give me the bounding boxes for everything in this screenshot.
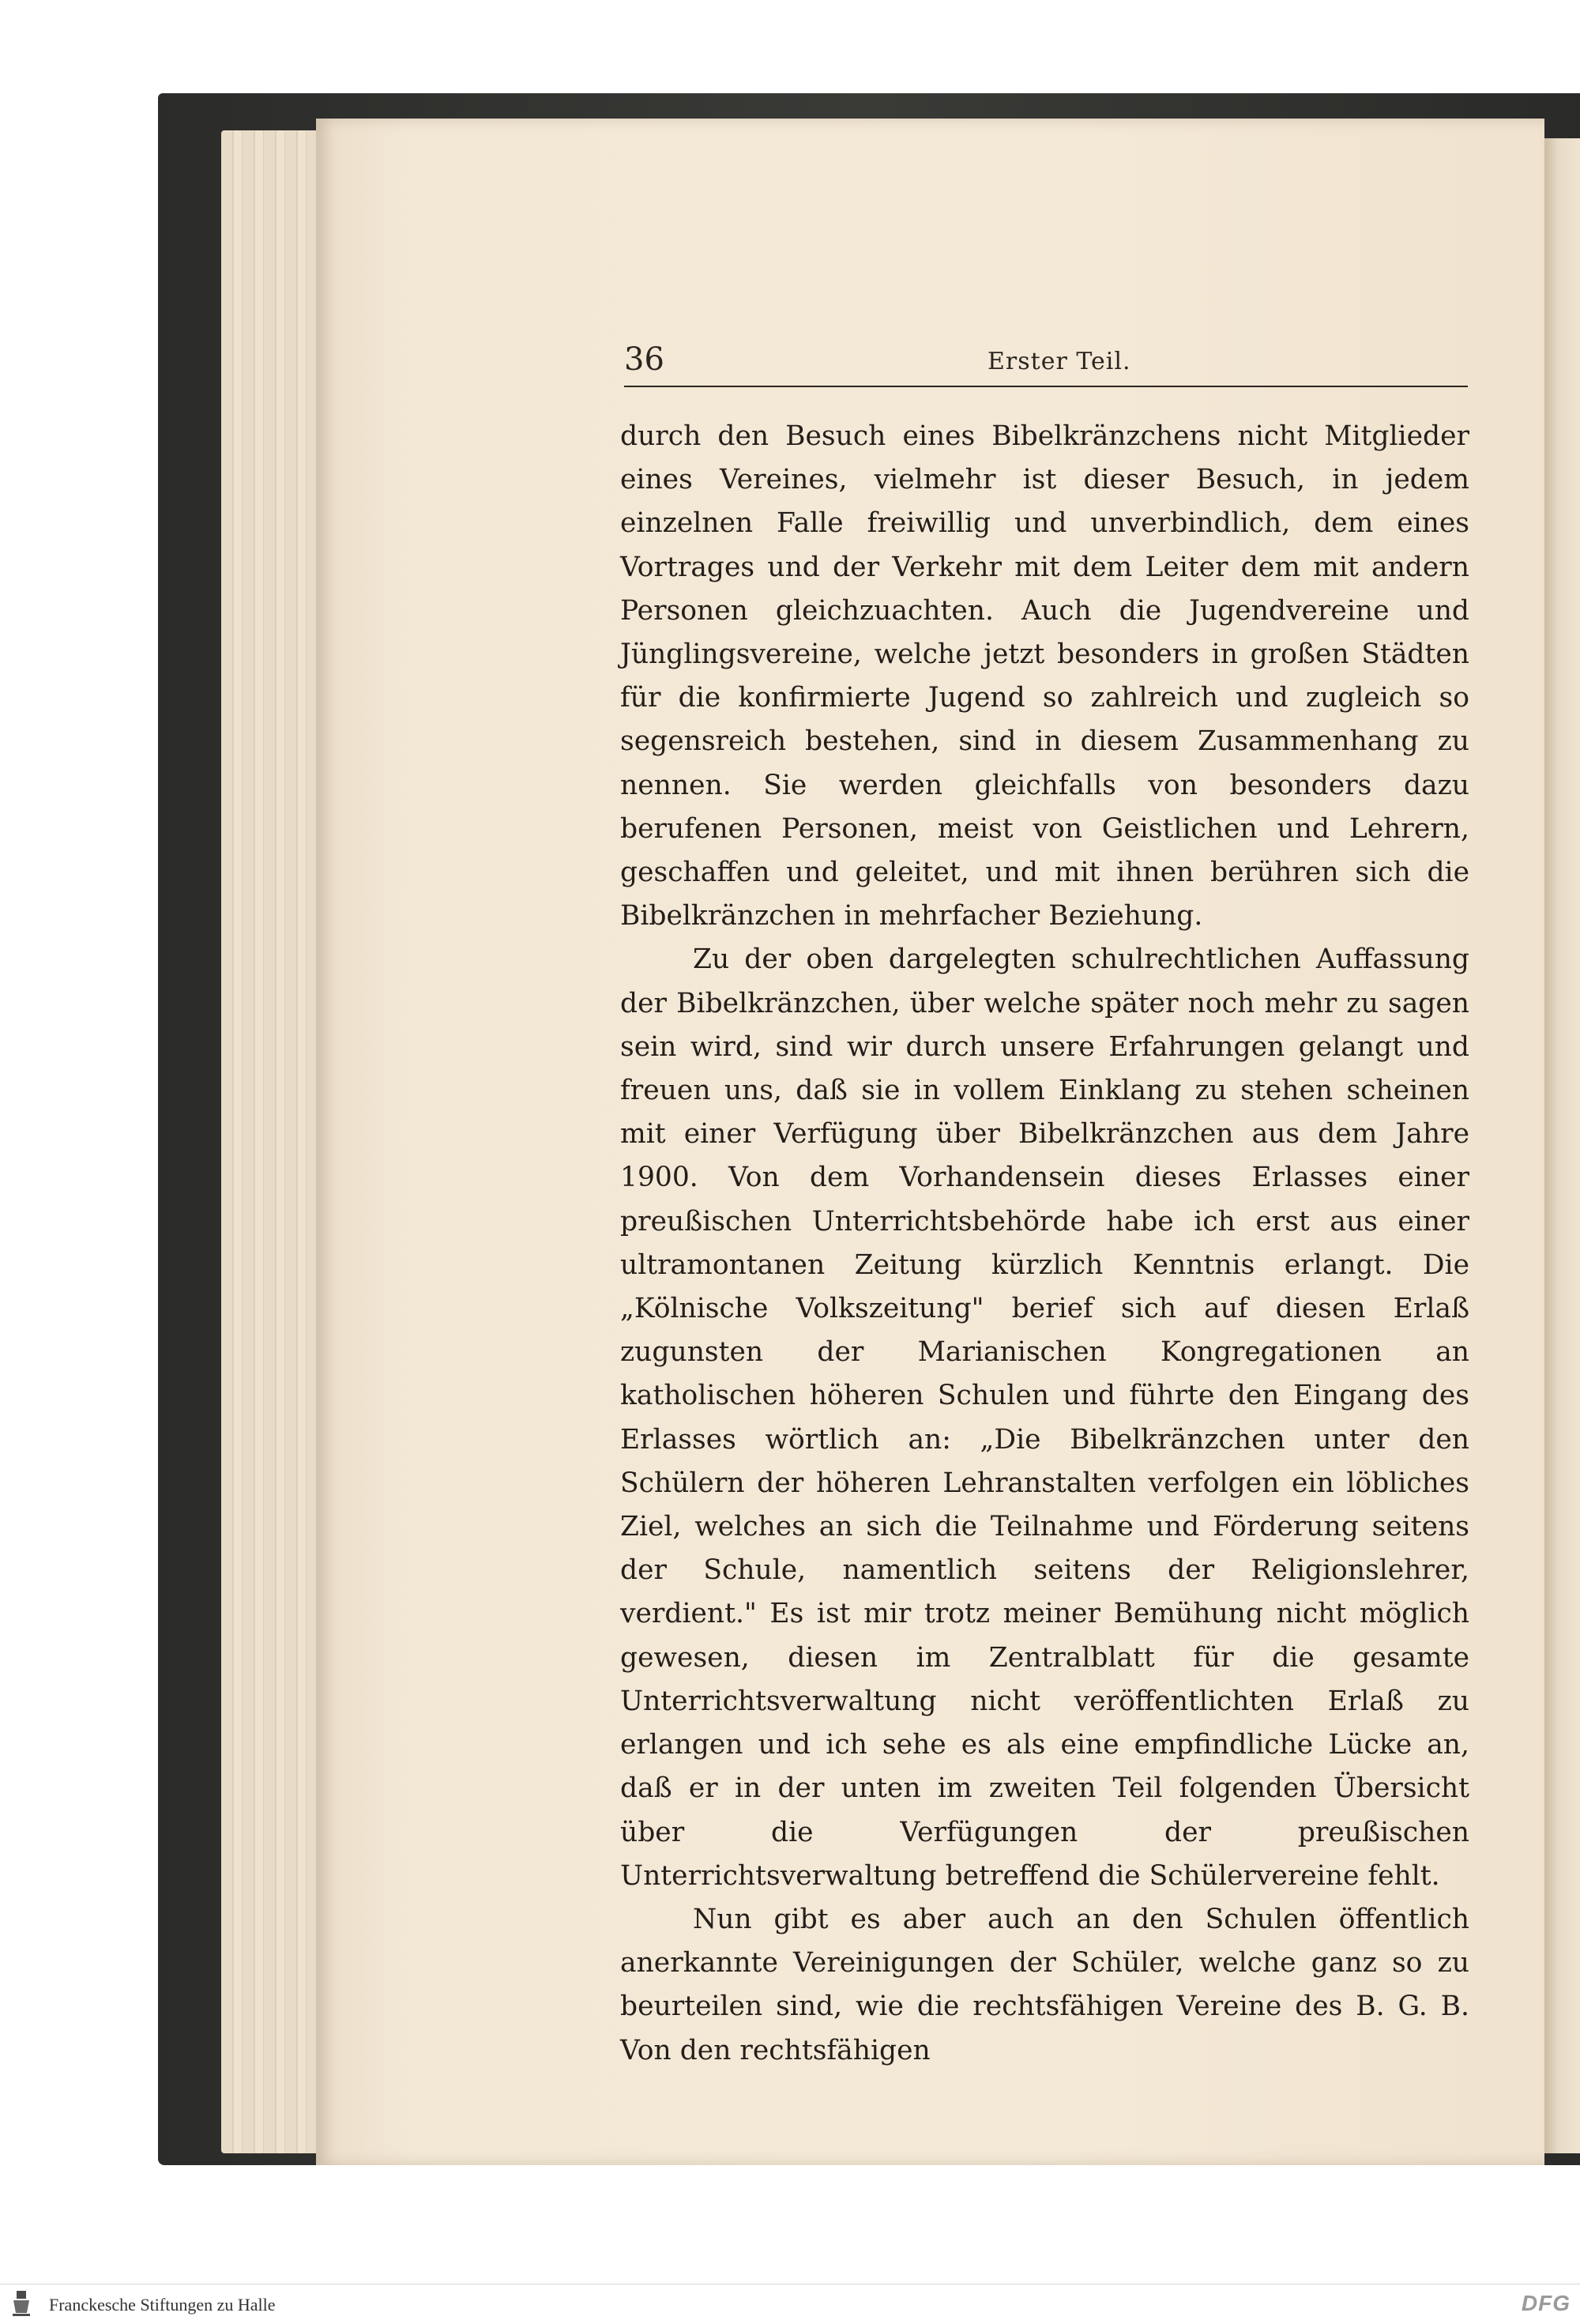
running-head: Erster Teil.: [988, 348, 1131, 375]
page-edges: [221, 130, 332, 2153]
institution-name: Franckesche Stiftungen zu Halle: [49, 2295, 276, 2315]
page-header: [624, 341, 1468, 387]
institution-logo-icon: [11, 2289, 32, 2318]
paragraph-3: Nun gibt es aber auch an den Schulen öffentlich anerkannte Vereinigungen der Schüler, welche ganz so zu beurteilen sind, wie die rechtsfähigen Vereine des B. G. B. Von den rechtsfähigen: [620, 1903, 1469, 2066]
facing-page-edge: [1544, 138, 1580, 2153]
viewer-footer: [0, 2284, 1580, 2324]
page-body: [620, 415, 1469, 2073]
paragraph-2: Zu der oben dargelegten schulrechtlichen Auffassung der Bibelkränzchen, über welche später noch mehr zu sagen sein wird, sind wir durch unsere Erfahrungen gelangt und freuen uns, daß sie in vollem Einklang zu stehen scheinen mit einer Verfügung über Bibelkränzchen aus dem Jahre 1900. Von dem Vorhandensein dieses Erlasses einer preußischen Unterrichtsbehörde habe ich erst aus einer ultramontanen Zeitung kürzlich Kenntnis erlangt. Die „Kölnische Volkszeitung" berief sich auf diesen Erlaß zugunsten der Marianischen Kongregationen an katholischen höheren Schulen und führte den Eingang des Erlasses wörtlich an: „Die Bibelkränzchen unter den Schülern der höheren Lehranstalten verfolgen ein löbliches Ziel, welches an sich die Teilnahme und Förderung seitens der Schule, namentlich seitens der Religionslehrer, verdient." Es ist mir trotz meiner Bemühung nicht möglich gewesen, diesen im Zentralblatt für die gesamte Unterrichtsverwaltung nicht veröffentlichten Erlaß zu erlangen und ich sehe es als eine empfindliche Lücke an, daß er in der unten im zweiten Teil folgenden Übersicht über die Verfügungen der preußischen Unterrichtsverwaltung betreffend die Schülervereine fehlt.: [620, 944, 1469, 1892]
dfg-logo: DFG: [1521, 2291, 1571, 2315]
paragraph-1: durch den Besuch eines Bibelkränzchens nicht Mitglieder eines Vereines, vielmehr ist dieser Besuch, in jedem einzelnen Falle freiwillig und unverbindlich, dem eines Vortrages und der Verkehr mit dem Leiter dem mit andern Personen gleichzuachten. Auch die Jugendvereine und Jünglingsvereine, welche jetzt besonders in großen Städten für die konfirmierte Jugend so zahlreich und zugleich so segensreich bestehen, sind in diesem Zusammenhang zu nennen. Sie werden gleichfalls von besonders dazu berufenen Personen, meist von Geistlichen und Lehrern, geschaffen und geleitet, und mit ihnen berühren sich die Bibelkränzchen in mehrfacher Beziehung.: [620, 420, 1469, 932]
page-number: 36: [624, 341, 664, 378]
